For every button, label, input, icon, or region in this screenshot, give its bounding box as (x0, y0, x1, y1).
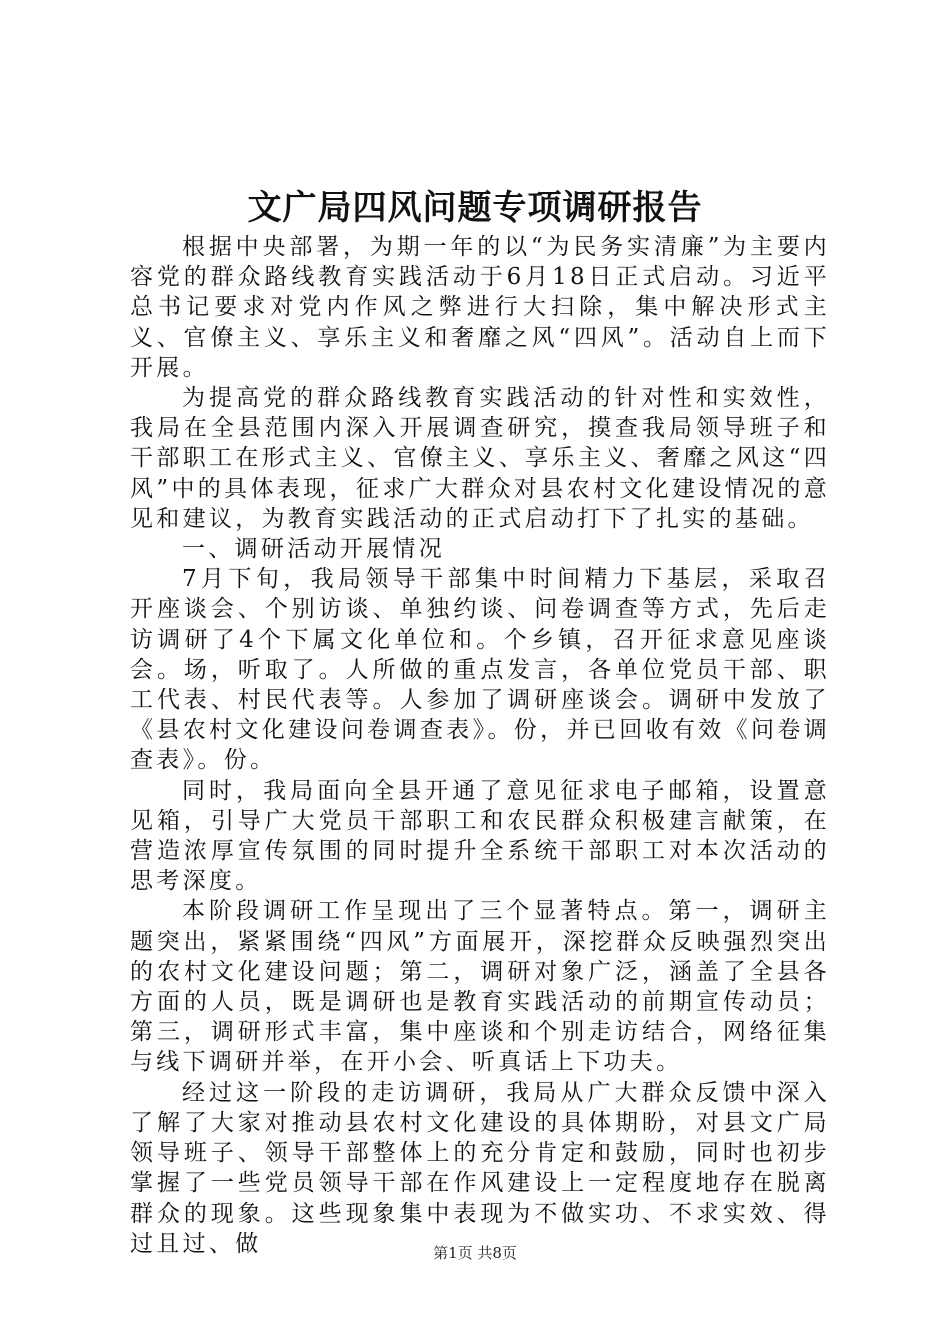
document-body (130, 232, 830, 1259)
paragraph-6: 经过这一阶段的走访调研，我局从广大群众反馈中深入了解了大家对推动县农村文化建设的具体期盼，对县文广局领导班子、领导干部整体上的充分肯定和鼓励，同时也初步掌握了一些党员领导干部在作风建设上一定程度地存在脱离群众的现象。这些现象集中表现为不做实功、不求实效、得过且过、做 (130, 1079, 830, 1257)
page-footer: 第1页 共8页 (433, 1244, 517, 1262)
paragraph-4: 同时，我局面向全县开通了意见征求电子邮箱，设置意见箱，引导广大党员干部职工和农民群众积极建言献策，在营造浓厚宣传氛围的同时提升全系统干部职工对本次活动的思考深度。 (130, 777, 830, 895)
paragraph-1: 根据中央部署，为期一年的以“为民务实清廉”为主要内容党的群众路线教育实践活动于6月18日正式启动。习近平总书记要求对党内作风之弊进行大扫除，集中解决形式主义、官僚主义、享乐主义和奢靡之风“四风”。活动自上而下开展。 (130, 234, 830, 381)
paragraph-5: 本阶段调研工作呈现出了三个显著特点。第一，调研主题突出，紧紧围绕“四风”方面展开，深挖群众反映强烈突出的农村文化建设问题；第二，调研对象广泛，涵盖了全县各方面的人员，既是调研也是教育实践活动的前期宣传动员；第三，调研形式丰富，集中座谈和个别走访结合，网络征集与线下调研并举，在开小会、听真话上下功夫。 (130, 898, 830, 1076)
paragraph-3: 7月下旬，我局领导干部集中时间精力下基层，采取召开座谈会、个别访谈、单独约谈、问卷调查等方式，先后走访调研了4个下属文化单位和。个乡镇，召开征求意见座谈会。场，听取了。人所做的重点发言，各单位党员干部、职工代表、村民代表等。人参加了调研座谈会。调研中发放了《县农村文化建设问卷调查表》。份，并已回收有效《问卷调查表》。份。 (130, 566, 830, 774)
document-title: 文广局四风问题专项调研报告 (247, 188, 703, 228)
paragraph-2: 为提高党的群众路线教育实践活动的针对性和实效性，我局在全县范围内深入开展调查研究，摸查我局领导班子和干部职工在形式主义、官僚主义、享乐主义、奢靡之风这“四风”中的具体表现，征求广大群众对县农村文化建设情况的意见和建议，为教育实践活动的正式启动打下了扎实的基础。 (130, 385, 830, 532)
section-heading-1: 一、调研活动开展情况 (182, 536, 445, 563)
